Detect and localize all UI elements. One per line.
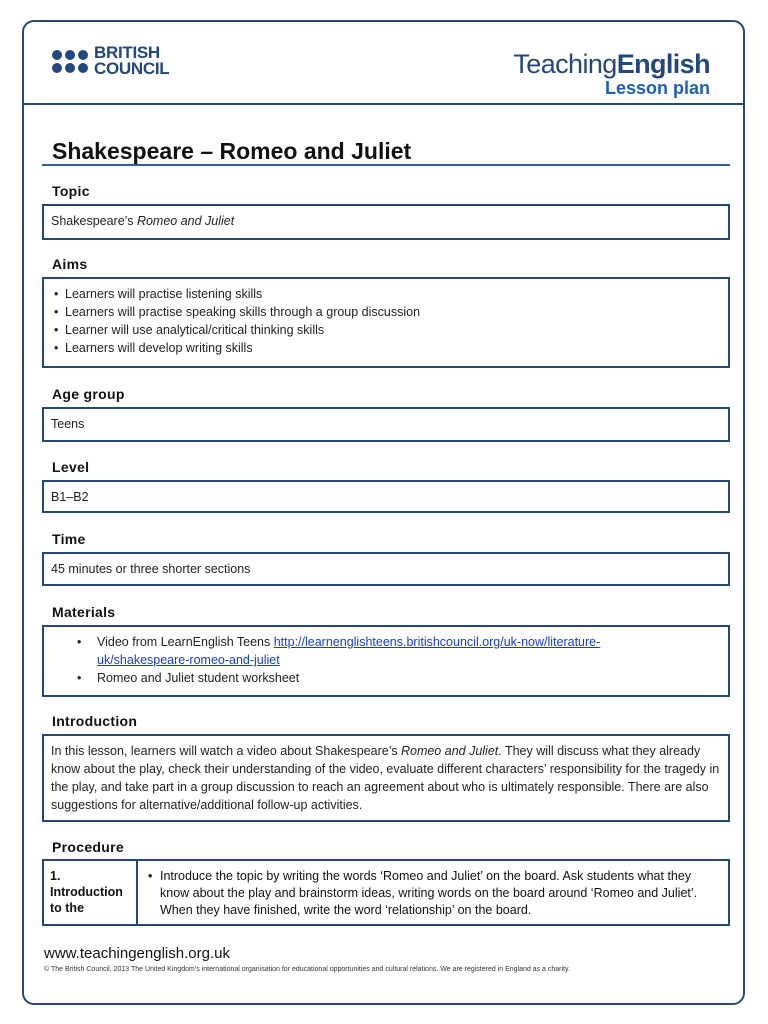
british-council-logo bbox=[52, 45, 169, 77]
introduction-text: In this lesson, learners will watch a video about Shakespeare’s Romeo and Juliet. They will discuss what they already know about the play, check their understanding of the video, evaluate different characters’ responsibility for the tragedy in the play, and take part in a group discussion to reach an agreement about who is ultimately responsible. There are also suggestions for alternative/additional follow-up activities. bbox=[51, 744, 720, 812]
page-title: Shakespeare – Romeo and Juliet bbox=[52, 138, 412, 164]
footer-url[interactable]: www.teachingenglish.org.uk bbox=[44, 945, 230, 962]
footer-copyright: © The British Council, 2013 The United Kingdom’s international organisation for educational opportunities and cultural relations. We are registered in England as a charity. bbox=[44, 966, 570, 973]
topic-label: Topic bbox=[52, 183, 90, 199]
list-item: • Learners will practise speaking skills through a group discussion bbox=[54, 305, 421, 319]
list-item: • Learner will use analytical/critical thinking skills bbox=[54, 323, 325, 337]
aims-box bbox=[42, 277, 730, 368]
time-box bbox=[42, 552, 730, 586]
age-group-label: Age group bbox=[52, 386, 125, 402]
page-frame bbox=[22, 20, 745, 1005]
org-name: BRITISH COUNCIL bbox=[94, 43, 170, 78]
age-group-value: Teens bbox=[51, 417, 85, 431]
teaching-english-brand bbox=[513, 49, 710, 97]
list-item: • Learners will practise listening skills bbox=[54, 287, 263, 301]
brand-subtitle: Lesson plan bbox=[604, 78, 710, 98]
introduction-box bbox=[42, 734, 730, 822]
topic-text: Shakespeare’s bbox=[51, 214, 137, 228]
aims-label: Aims bbox=[52, 256, 88, 272]
header bbox=[24, 22, 743, 105]
procedure-step-heading: 1. Introduction to the bbox=[44, 861, 138, 924]
dots-icon bbox=[52, 50, 88, 73]
materials-label: Materials bbox=[52, 604, 116, 620]
video-link[interactable]: http://learnenglishteens.britishcouncil.org/uk-now/literature- uk/shakespeare-romeo-and-juliet bbox=[97, 635, 601, 667]
list-item: • Romeo and Juliet student worksheet bbox=[77, 671, 300, 685]
materials-box bbox=[42, 625, 730, 697]
time-label: Time bbox=[52, 531, 86, 547]
procedure-table bbox=[42, 859, 730, 926]
level-value: B1–B2 bbox=[51, 490, 89, 504]
introduction-label: Introduction bbox=[52, 713, 138, 729]
age-group-box bbox=[42, 407, 730, 442]
list-item: • Video from LearnEnglish Teens http://learnenglishteens.britishcouncil.org/uk-now/literature- uk/shakespeare-romeo-and-juliet bbox=[77, 635, 601, 667]
topic-title-italic: Romeo and Juliet bbox=[136, 214, 235, 228]
procedure-label: Procedure bbox=[52, 839, 124, 855]
title-divider bbox=[42, 164, 730, 166]
procedure-step-body: • Introduce the topic by writing the words ‘Romeo and Juliet’ on the board. Ask students what they know about the play and brainstorm ideas, writing words on the board around ‘Romeo and Juliet’. When they have finished, write the word ‘relationship’ on the board. bbox=[148, 869, 698, 917]
list-item: • Learners will develop writing skills bbox=[54, 341, 253, 355]
brand-title: TeachingEnglish bbox=[513, 49, 710, 79]
level-box bbox=[42, 480, 730, 513]
topic-box bbox=[42, 204, 730, 240]
level-label: Level bbox=[52, 459, 90, 475]
time-value: 45 minutes or three shorter sections bbox=[51, 562, 251, 576]
